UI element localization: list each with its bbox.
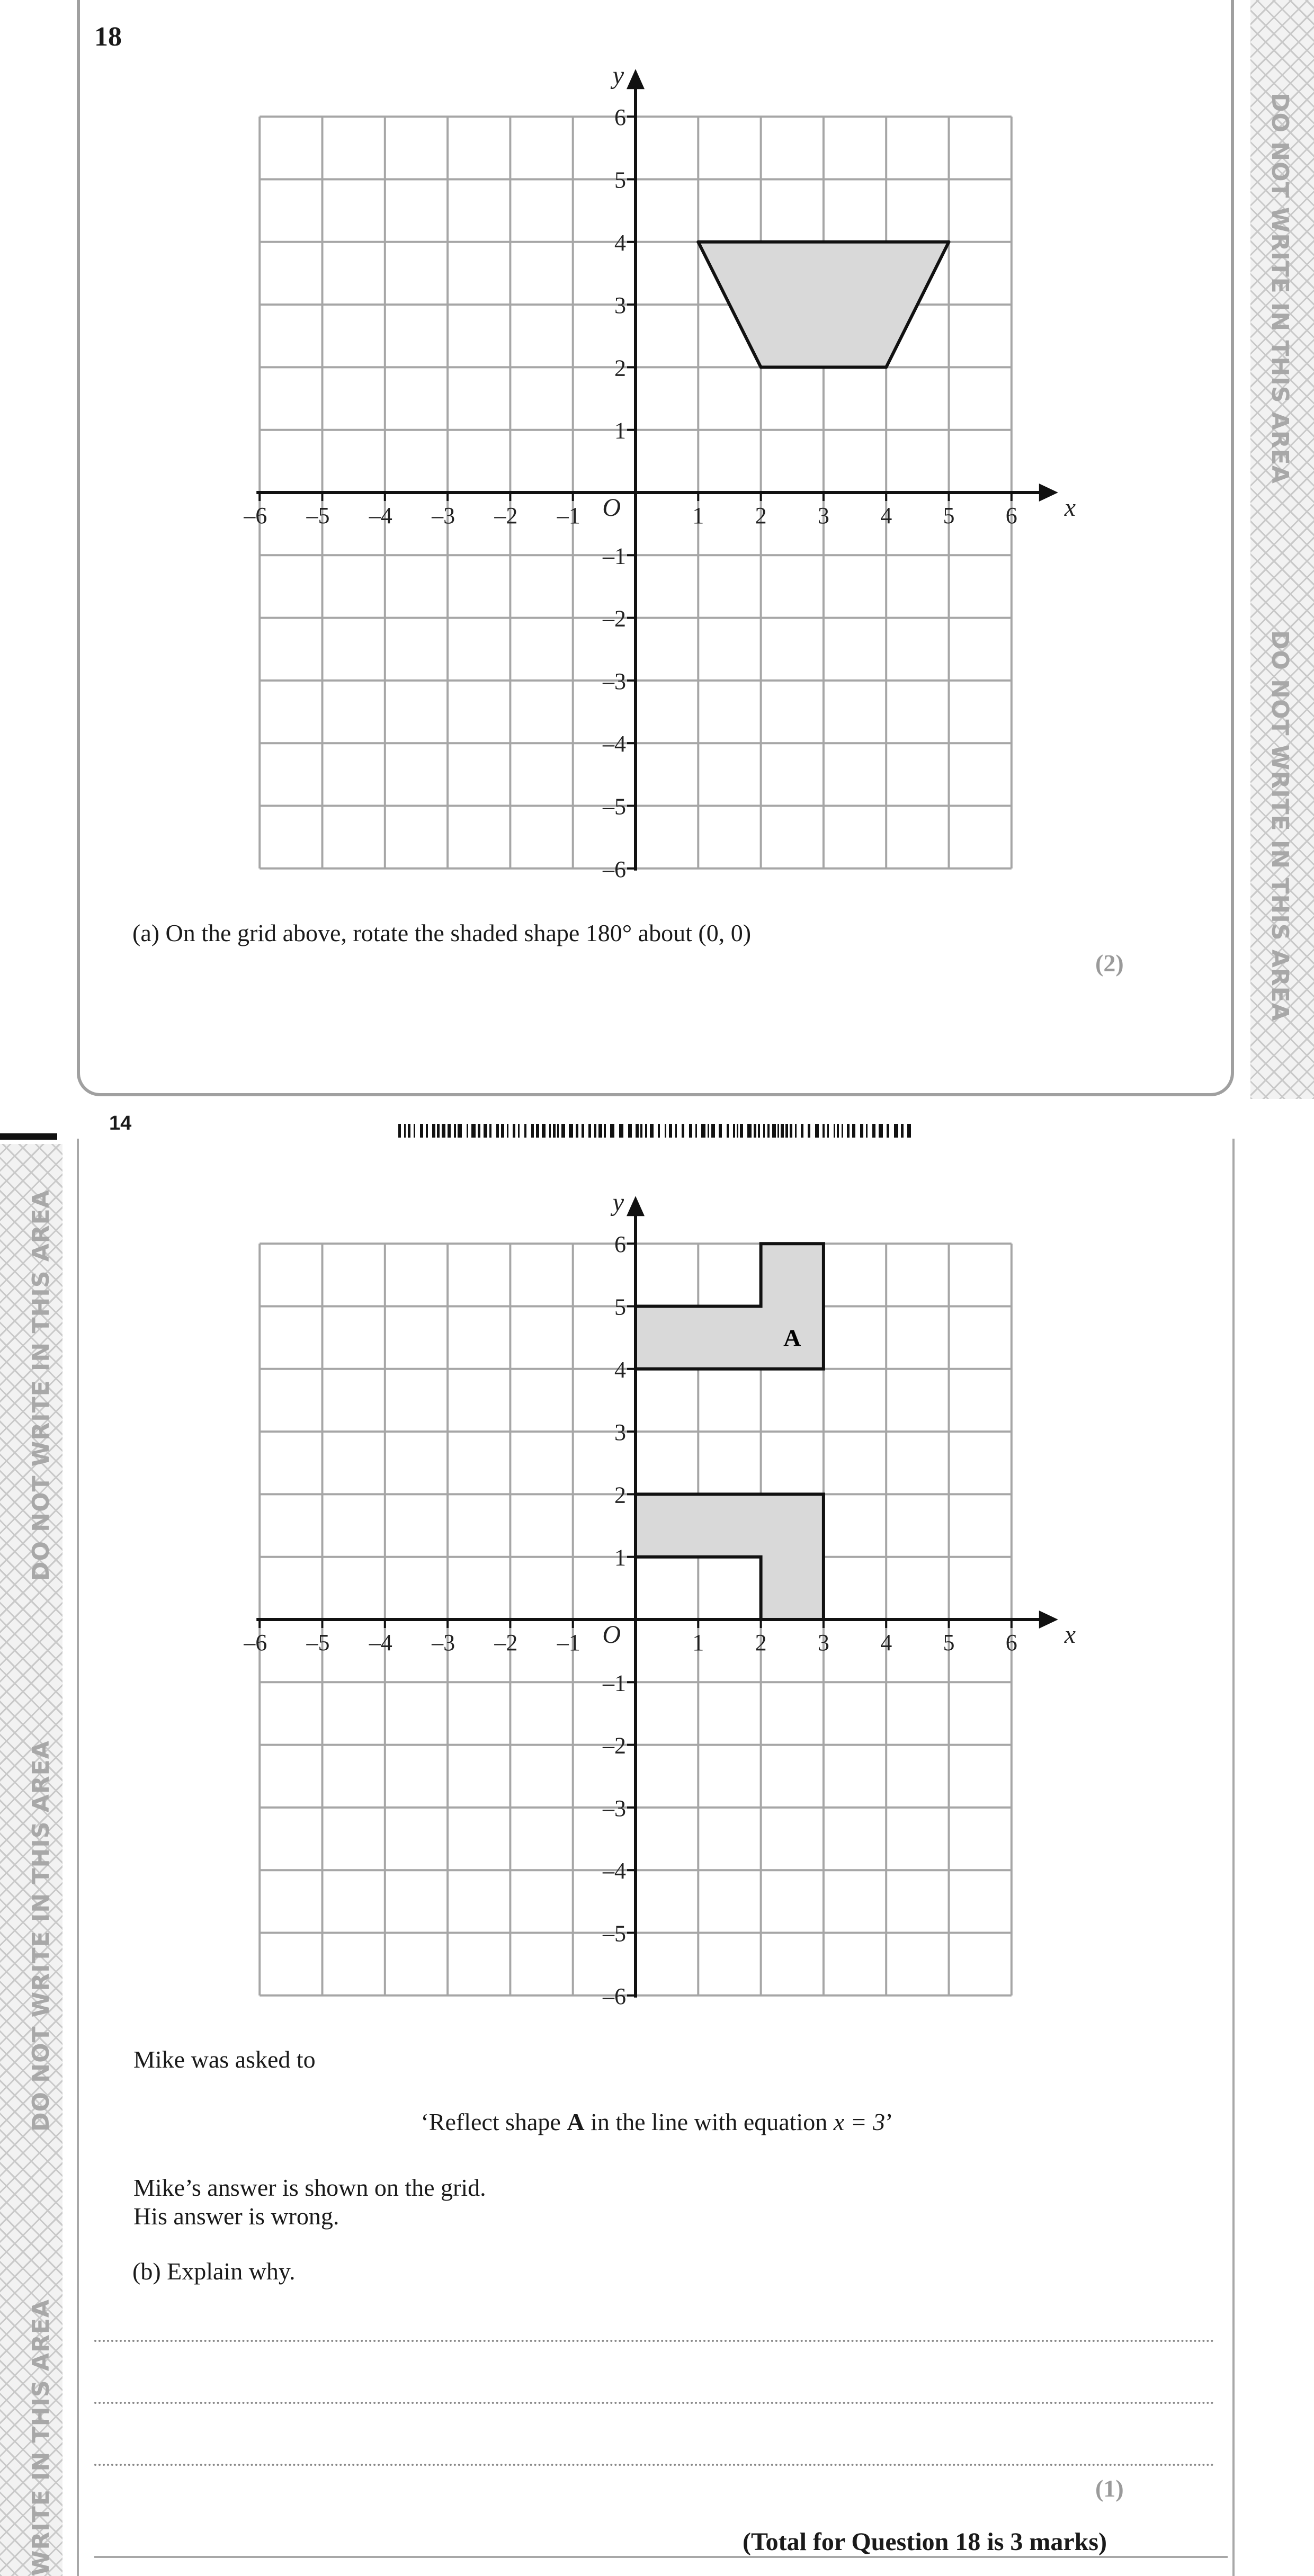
barcode-bar bbox=[467, 1124, 468, 1138]
quote-start: ‘Reflect shape bbox=[421, 2108, 567, 2135]
x-tick-label: 6 bbox=[1005, 503, 1017, 529]
quote-shape-name: A bbox=[567, 2108, 585, 2135]
bottom-page-frame-left bbox=[77, 1139, 79, 2576]
barcode-bar bbox=[658, 1124, 660, 1138]
barcode-bar bbox=[594, 1124, 596, 1138]
barcode-bar bbox=[645, 1124, 647, 1138]
barcode-bar bbox=[404, 1124, 406, 1138]
x-tick-label: –5 bbox=[306, 1630, 330, 1656]
barcode-bar bbox=[740, 1124, 743, 1138]
barcode-bar bbox=[588, 1124, 591, 1138]
answer-wrong-text: His answer is wrong. bbox=[133, 2203, 339, 2230]
x-tick-label: –6 bbox=[244, 1630, 267, 1656]
barcode-bar bbox=[727, 1124, 729, 1138]
barcode-bar bbox=[604, 1124, 606, 1138]
origin-label: O bbox=[602, 1621, 621, 1649]
barcode-bar bbox=[701, 1124, 705, 1138]
barcode-bar bbox=[879, 1124, 883, 1138]
barcode-bar bbox=[549, 1124, 551, 1138]
barcode-bar bbox=[669, 1124, 672, 1138]
barcode-bar bbox=[553, 1124, 556, 1138]
y-axis-label: y bbox=[612, 61, 624, 90]
barcode-bar bbox=[860, 1124, 863, 1138]
barcode-bar bbox=[448, 1124, 451, 1138]
margin-warning-top-2: DO NOT WRITE IN THIS AREA bbox=[1266, 630, 1293, 1022]
x-tick-label: 4 bbox=[880, 1630, 892, 1656]
barcode-bar bbox=[808, 1124, 810, 1138]
answer-line-3[interactable] bbox=[94, 2464, 1214, 2466]
barcode-bar bbox=[561, 1124, 565, 1138]
origin-label: O bbox=[602, 494, 621, 522]
barcode-bar bbox=[513, 1124, 515, 1138]
y-tick-label: 3 bbox=[614, 292, 626, 319]
y-tick-label: –2 bbox=[603, 605, 626, 632]
barcode-bar bbox=[484, 1124, 487, 1138]
question-number: 18 bbox=[94, 22, 122, 52]
page-number: 14 bbox=[109, 1112, 132, 1134]
barcode-bar bbox=[801, 1124, 803, 1138]
x-tick-label: 3 bbox=[817, 1630, 829, 1656]
barcode-bar bbox=[432, 1124, 435, 1138]
barcode-bar bbox=[576, 1124, 578, 1138]
x-tick-label: 4 bbox=[880, 503, 892, 529]
part-b-marks: (1) bbox=[1095, 2475, 1124, 2502]
y-tick-label: 6 bbox=[614, 104, 626, 131]
quote-end: ’ bbox=[885, 2108, 893, 2135]
barcode-bar bbox=[536, 1124, 539, 1138]
y-tick-label: –3 bbox=[603, 668, 626, 694]
barcode-bar bbox=[628, 1124, 632, 1138]
barcode-bar bbox=[777, 1124, 779, 1138]
barcode-bar bbox=[907, 1124, 911, 1138]
barcode-bar bbox=[901, 1124, 904, 1138]
y-axis-arrow bbox=[627, 1196, 645, 1216]
barcode-bar bbox=[507, 1124, 508, 1138]
barcode-bar bbox=[827, 1124, 829, 1138]
barcode-bar bbox=[501, 1124, 504, 1138]
barcode-bar bbox=[640, 1124, 642, 1138]
barcode-bar bbox=[636, 1124, 639, 1138]
barcode-bar bbox=[518, 1124, 520, 1138]
barcode-bar bbox=[894, 1124, 898, 1138]
barcode-bar bbox=[772, 1124, 776, 1138]
barcode-bar bbox=[420, 1124, 423, 1138]
x-tick-label: –2 bbox=[494, 1630, 518, 1656]
y-tick-label: –4 bbox=[603, 731, 626, 757]
barcode-bar bbox=[442, 1124, 445, 1138]
barcode-bar bbox=[708, 1124, 709, 1138]
x-tick-label: 5 bbox=[943, 1630, 955, 1656]
x-tick-label: –4 bbox=[369, 503, 392, 529]
barcode-bar bbox=[767, 1124, 770, 1138]
x-tick-label: –3 bbox=[432, 1630, 455, 1656]
barcode-bar bbox=[737, 1124, 738, 1138]
barcode-bar bbox=[524, 1124, 526, 1138]
y-tick-label: 5 bbox=[614, 1294, 626, 1320]
shape-a-label: A bbox=[783, 1324, 801, 1352]
barcode-bar bbox=[437, 1124, 440, 1138]
mike-answer-shape bbox=[636, 1494, 824, 1620]
x-tick-label: 1 bbox=[692, 1630, 704, 1656]
barcode-bar bbox=[754, 1124, 756, 1138]
margin-warning-bottom-3: WRITE IN THIS AREA bbox=[28, 2299, 55, 2576]
barcode-bar bbox=[619, 1124, 623, 1138]
barcode-bar bbox=[531, 1124, 534, 1138]
x-tick-label: 2 bbox=[755, 503, 767, 529]
y-tick-label: –2 bbox=[603, 1732, 626, 1759]
y-tick-label: –6 bbox=[603, 1983, 626, 2009]
barcode-bar bbox=[665, 1124, 666, 1138]
quote-mid: in the line with equation bbox=[584, 2108, 834, 2135]
y-tick-label: –5 bbox=[603, 1920, 626, 1947]
barcode-bar bbox=[569, 1124, 573, 1138]
barcode-bar bbox=[758, 1124, 760, 1138]
y-tick-label: –5 bbox=[603, 793, 626, 820]
barcode-bar bbox=[408, 1124, 410, 1138]
bottom-rule bbox=[94, 2556, 1228, 2558]
y-tick-label: –6 bbox=[603, 856, 626, 882]
barcode-bar bbox=[598, 1124, 602, 1138]
barcode-bar bbox=[398, 1124, 401, 1138]
y-tick-label: 2 bbox=[614, 355, 626, 381]
y-tick-label: 1 bbox=[614, 1544, 626, 1571]
barcode-bar bbox=[689, 1124, 692, 1138]
part-a-marks: (2) bbox=[1095, 950, 1124, 977]
x-tick-label: 2 bbox=[755, 1630, 767, 1656]
barcode-bar bbox=[454, 1124, 456, 1138]
y-tick-label: –4 bbox=[603, 1858, 626, 1884]
x-tick-label: 5 bbox=[943, 503, 955, 529]
margin-warning-bottom-2: DO NOT WRITE IN THIS AREA bbox=[28, 1740, 55, 2132]
barcode-bar bbox=[478, 1124, 480, 1138]
margin-tab bbox=[0, 1133, 57, 1140]
total-marks: (Total for Question 18 is 3 marks) bbox=[743, 2528, 1107, 2556]
barcode-bar bbox=[610, 1124, 614, 1138]
barcode-bar bbox=[542, 1124, 546, 1138]
barcode-bar bbox=[842, 1124, 843, 1138]
barcode-bar bbox=[763, 1124, 765, 1138]
y-tick-label: 4 bbox=[614, 229, 626, 256]
barcode-bar bbox=[711, 1124, 715, 1138]
reflect-instruction bbox=[0, 2108, 1314, 2136]
x-axis-label: x bbox=[1064, 494, 1076, 522]
barcode-bar bbox=[719, 1124, 722, 1138]
y-axis-label: y bbox=[612, 1188, 624, 1217]
part-b-question: (b) Explain why. bbox=[132, 2258, 296, 2285]
barcode-bar bbox=[872, 1124, 875, 1138]
y-tick-label: 1 bbox=[614, 417, 626, 444]
barcode-bar bbox=[790, 1124, 792, 1138]
barcode-bar bbox=[496, 1124, 499, 1138]
barcode-bar bbox=[650, 1124, 654, 1138]
x-tick-label: –2 bbox=[494, 503, 518, 529]
barcode-bar bbox=[414, 1124, 415, 1138]
answer-line-2[interactable] bbox=[94, 2402, 1214, 2404]
x-axis-label: x bbox=[1064, 1621, 1076, 1649]
coordinate-grid-top bbox=[244, 61, 1076, 882]
answer-shown-text: Mike’s answer is shown on the grid. bbox=[133, 2174, 486, 2201]
barcode-bar bbox=[426, 1124, 428, 1138]
x-tick-label: 3 bbox=[817, 503, 829, 529]
barcode-bar bbox=[795, 1124, 797, 1138]
x-tick-label: –3 bbox=[432, 503, 455, 529]
barcode-bar bbox=[847, 1124, 850, 1138]
y-tick-label: 3 bbox=[614, 1419, 626, 1446]
barcode-bar bbox=[582, 1124, 584, 1138]
barcode-bar bbox=[815, 1124, 819, 1138]
y-tick-label: –3 bbox=[603, 1795, 626, 1821]
barcode-bar bbox=[834, 1124, 835, 1138]
bottom-page-frame-right bbox=[1232, 1139, 1235, 2576]
y-tick-label: –1 bbox=[603, 1670, 626, 1696]
x-tick-label: 6 bbox=[1005, 1630, 1017, 1656]
y-tick-label: 2 bbox=[614, 1482, 626, 1508]
shaded-trapezium bbox=[698, 242, 949, 368]
barcode-bar bbox=[733, 1124, 735, 1138]
barcode-bar bbox=[785, 1124, 788, 1138]
x-tick-label: –1 bbox=[557, 1630, 580, 1656]
barcode-bar bbox=[866, 1124, 868, 1138]
x-tick-label: –4 bbox=[369, 1630, 392, 1656]
barcode-bar bbox=[781, 1124, 784, 1138]
quote-equation: x = 3 bbox=[833, 2108, 886, 2135]
barcode-bar bbox=[489, 1124, 491, 1138]
x-axis-arrow bbox=[1039, 1611, 1058, 1629]
x-tick-label: –6 bbox=[244, 503, 267, 529]
margin-warning-top-1: DO NOT WRITE IN THIS AREA bbox=[1266, 93, 1293, 484]
barcode-bar bbox=[747, 1124, 752, 1138]
barcode-bar bbox=[823, 1124, 825, 1138]
x-tick-label: –5 bbox=[306, 503, 330, 529]
barcode-bar bbox=[852, 1124, 855, 1138]
barcode bbox=[398, 1124, 915, 1138]
coordinate-grid-bottom bbox=[244, 1188, 1076, 2009]
margin-warning-bottom-1: DO NOT WRITE IN THIS AREA bbox=[28, 1189, 55, 1581]
barcode-bar bbox=[695, 1124, 697, 1138]
barcode-bar bbox=[471, 1124, 476, 1138]
y-tick-label: 6 bbox=[614, 1231, 626, 1258]
barcode-bar bbox=[837, 1124, 839, 1138]
part-a-question: (a) On the grid above, rotate the shaded shape 180° about (0, 0) bbox=[132, 919, 752, 946]
barcode-bar bbox=[458, 1124, 462, 1138]
barcode-bar bbox=[887, 1124, 889, 1138]
x-tick-label: –1 bbox=[557, 503, 580, 529]
barcode-bar bbox=[682, 1124, 684, 1138]
answer-line-1[interactable] bbox=[94, 2340, 1214, 2342]
y-tick-label: 4 bbox=[614, 1356, 626, 1383]
y-tick-label: –1 bbox=[603, 543, 626, 569]
x-tick-label: 1 bbox=[692, 503, 704, 529]
barcode-bar bbox=[557, 1124, 559, 1138]
y-tick-label: 5 bbox=[614, 167, 626, 193]
barcode-bar bbox=[675, 1124, 677, 1138]
intro-text: Mike was asked to bbox=[133, 2046, 316, 2073]
